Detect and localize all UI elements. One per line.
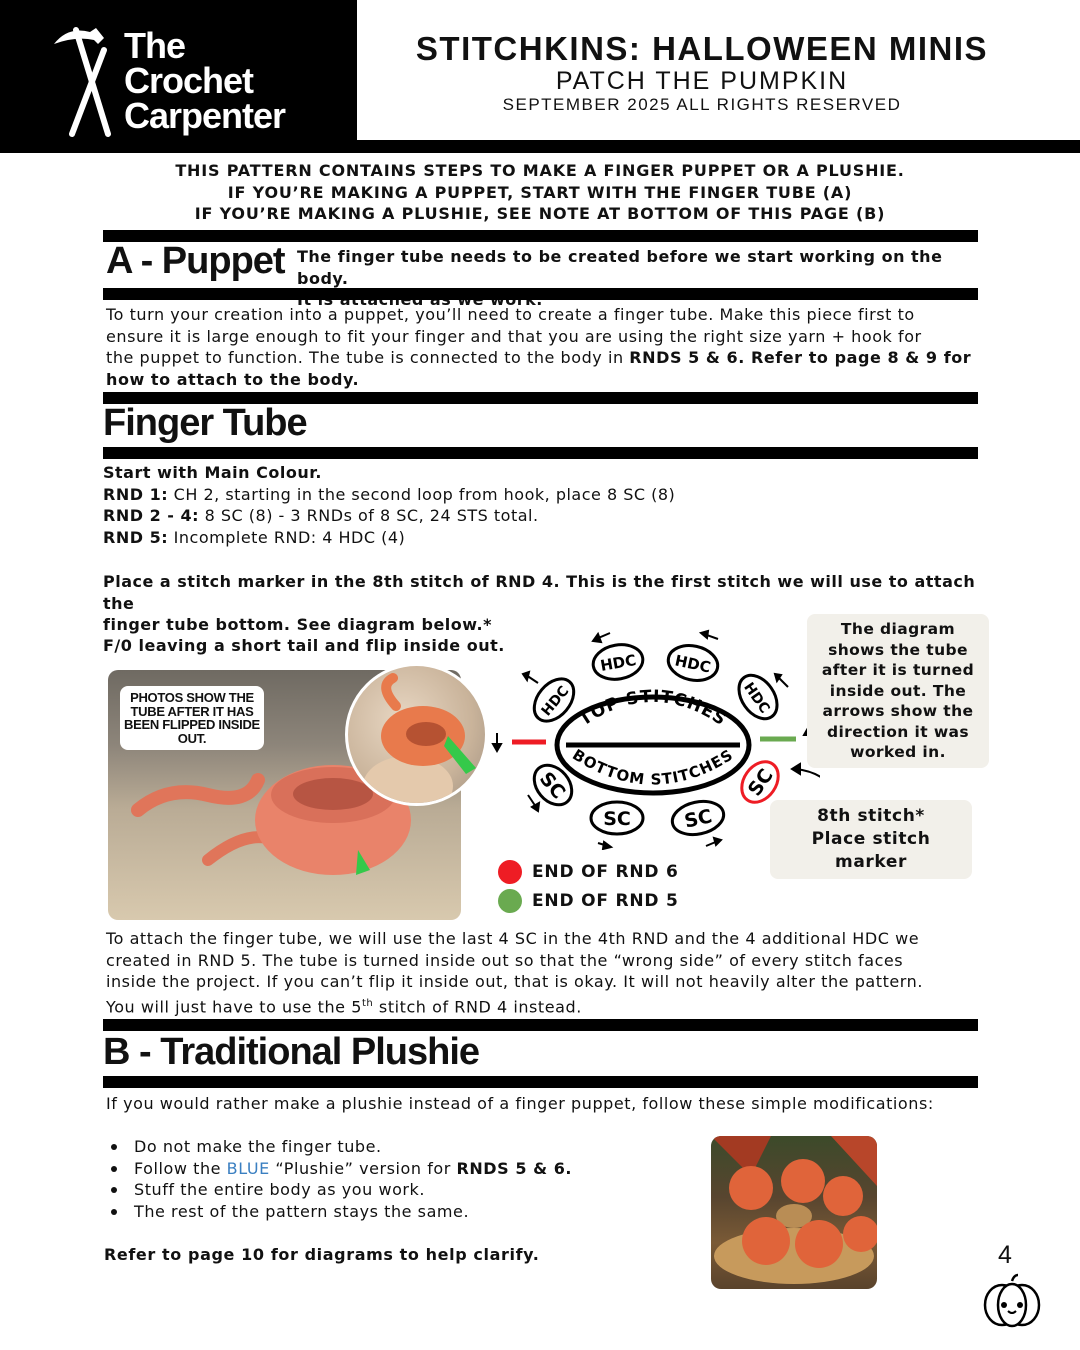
para-text: the puppet to function. The tube is connected to the body in [106, 348, 630, 368]
page-title: STITCHKINS: HALLOWEEN MINIS [415, 30, 989, 67]
section-a-note-line-1: The finger tube needs to be created before we start working on the body. [297, 247, 943, 288]
section-b-intro: If you would rather make a plushie instead of a finger puppet, follow these simple modifications: [106, 1094, 934, 1113]
para-text: You will just have to use the 5 [106, 997, 362, 1017]
plushie-photo [711, 1136, 877, 1289]
round-text: Incomplete RND: 4 HDC (4) [168, 528, 406, 548]
intro-line-3: IF YOU’RE MAKING A PLUSHIE, SEE NOTE AT BOTTOM OF THIS PAGE (B) [194, 204, 886, 223]
section-a-paragraph [106, 304, 986, 391]
legend-label: END OF RND 5 [532, 891, 679, 911]
para-line [106, 369, 986, 391]
rights-line: SEPTEMBER 2025 ALL RIGHTS RESERVED [502, 95, 902, 114]
modification-list [108, 1136, 572, 1223]
para-line [106, 993, 986, 1018]
para-bold: how to attach to the body. [106, 370, 360, 390]
legend-label: END OF RND 6 [532, 862, 679, 882]
stitch-marker-callout [770, 800, 972, 879]
pumpkin-icon [980, 1273, 1044, 1329]
para-line: To attach the finger tube, we will use the last 4 SC in the 4th RND and the 4 additional HDC we [106, 929, 920, 948]
page-number: 4 [998, 1241, 1012, 1269]
logo-line-2: Crochet [124, 60, 254, 101]
section-b-title: B - Traditional Plushie [103, 1031, 480, 1073]
hdc-text: HDC [740, 679, 773, 717]
hdc-text: HDC [673, 651, 713, 677]
sc-text: SC [534, 767, 570, 804]
hdc-text: HDC [538, 683, 573, 720]
top-stitches-label [576, 687, 730, 730]
round-text: 8 SC (8) - 3 RNDs of 8 SC, 24 STS total. [199, 506, 539, 526]
marker-line: Place a stitch marker in the 8th stitch of RND 4. This is the first stitch we will use to attach the [103, 572, 976, 613]
legend-end-rnd6 [498, 860, 679, 884]
round-line [103, 484, 675, 506]
para-bold: RNDS 5 & 6. Refer to page 8 & 9 for [629, 348, 972, 368]
list-text: “Plushie” version for [269, 1158, 457, 1178]
sc-stitch [669, 797, 727, 839]
page-subtitle: PATCH THE PUMPKIN [555, 67, 849, 95]
list-item [108, 1158, 572, 1180]
round-instructions [103, 462, 675, 549]
round-label: RND 5: [103, 528, 169, 548]
intro-line-2: IF YOU’RE MAKING A PUPPET, START WITH THE FINGER TUBE (A) [227, 182, 853, 202]
hammer-icon [46, 22, 126, 140]
intro-line-1: THIS PATTERN CONTAINS STEPS TO MAKE A FINGER PUPPET OR A PLUSHIE. [175, 161, 905, 180]
sc-text: SC [682, 805, 715, 833]
sc-text: SC [743, 764, 778, 801]
logo-line-3: Carpenter [124, 95, 286, 136]
section-a-title: A - Puppet [106, 240, 285, 282]
diagram-note: The diagram shows the tube after it is turned inside out. The arrows show the direction it was worked in. [807, 614, 989, 768]
list-item: Stuff the entire body as you work. [108, 1179, 572, 1201]
para-line: ensure it is large enough to fit your finger and that you are using the right size yarn + hook for [106, 326, 922, 346]
round-label: RND 2 - 4: [103, 506, 200, 526]
header-bar-left [0, 140, 357, 153]
callout-line: 8th stitch* [817, 806, 925, 826]
logo-text [124, 25, 286, 136]
callout-line: Place stitch marker [811, 829, 931, 872]
photo-closeup [345, 663, 488, 806]
green-dot-icon [498, 889, 522, 913]
refer-note: Refer to page 10 for diagrams to help clarify. [104, 1245, 540, 1264]
divider [103, 1019, 978, 1031]
list-text: Follow the [134, 1158, 227, 1178]
header-titles [357, 30, 1047, 115]
hdc-text: HDC [598, 650, 638, 675]
sc-text: SC [603, 808, 631, 830]
start-line [103, 462, 675, 484]
para-line: To turn your creation into a puppet, you’ll need to create a finger tube. Make this piece first to [106, 305, 915, 324]
closeup-illustration [348, 666, 488, 806]
blue-text: BLUE [226, 1158, 270, 1178]
section-a-note [297, 246, 987, 311]
list-item: The rest of the pattern stays the same. [108, 1201, 572, 1223]
divider [103, 1076, 978, 1088]
intro-notice [0, 160, 1080, 225]
bottom-stitches-path: BOTTOM STITCHES [569, 745, 737, 789]
para-line [106, 347, 986, 369]
red-dot-icon [498, 860, 522, 884]
finger-tube-title: Finger Tube [103, 402, 307, 444]
round-line [103, 527, 675, 549]
logo-line-1: The [124, 25, 186, 66]
list-item: Do not make the finger tube. [108, 1136, 572, 1158]
para-line: inside the project. If you can’t flip it inside out, that is okay. It will not heavily alter the pattern. [106, 972, 923, 992]
photo-label: PHOTOS SHOW THE TUBE AFTER IT HAS BEEN FLIPPED INSIDE OUT. [120, 686, 264, 750]
divider [103, 447, 978, 459]
fasten-off-note: F/0 leaving a short tail and flip inside out. [103, 636, 505, 655]
sc-stitch [591, 802, 643, 834]
legend-end-rnd5 [498, 889, 679, 913]
para-text: stitch of RND 4 instead. [373, 997, 582, 1017]
round-text: CH 2, starting in the second loop from hook, place 8 SC (8) [168, 484, 676, 504]
hdc-stitch [590, 641, 645, 683]
round-line [103, 505, 675, 527]
attach-paragraph [106, 928, 986, 1018]
marker-line: finger tube bottom. See diagram below.* [103, 615, 492, 635]
start-text: Start with Main Colour. [103, 463, 322, 482]
list-bold: RNDS 5 & 6. [456, 1158, 573, 1178]
superscript: th [361, 998, 374, 1010]
para-line: created in RND 5. The tube is turned inside out so that the “wrong side” of every stitch faces [106, 950, 904, 970]
header-bar [357, 140, 1080, 153]
round-label: RND 1: [103, 484, 169, 504]
divider [103, 288, 978, 300]
logo-block [0, 0, 357, 140]
hdc-stitch [665, 641, 721, 685]
plushie-illustration [711, 1136, 877, 1289]
top-stitches-path: TOP STITCHES [575, 686, 731, 731]
